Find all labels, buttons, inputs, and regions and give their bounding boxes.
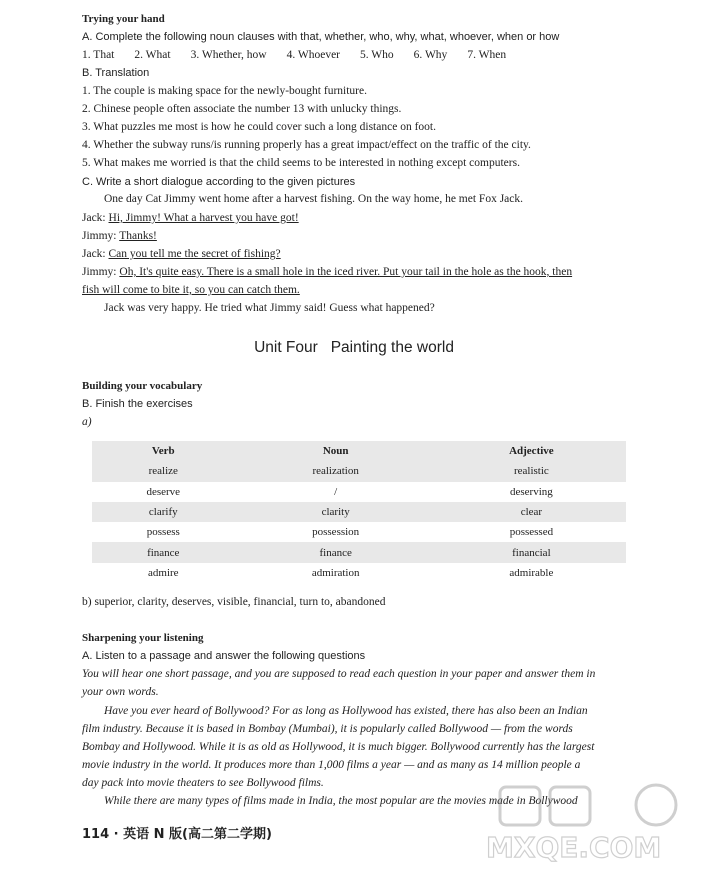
table-row: [92, 542, 626, 562]
answer-3: 3. Whether, how: [190, 49, 267, 61]
column-header-verb: Verb: [151, 445, 175, 458]
table-row: [92, 461, 626, 481]
column-header-adjective: Adjective: [509, 445, 554, 458]
translation-1: 1. The couple is making space for the newly-bought furniture.: [82, 85, 367, 97]
answer-4: 4. Whoever: [286, 49, 340, 61]
translation-2: 2. Chinese people often associate the number 13 with unlucky things.: [82, 103, 402, 115]
passage-line-2: film industry. Because it is based in Bombay (Mumbai), it is popularly called Bollywood — from the words: [82, 723, 573, 735]
answer-5: 5. Who: [360, 49, 394, 61]
exercise-b-vocab-title: B. Finish the exercises: [82, 398, 193, 410]
watermark-graphic: [486, 783, 696, 863]
dialogue-intro: One day Cat Jimmy went home after a harvest fishing. On the way home, he met Fox Jack.: [104, 193, 524, 205]
speaker: Jimmy:: [82, 230, 117, 242]
table-cell: finance: [319, 546, 352, 559]
table-row: [92, 522, 626, 542]
table-cell: clarity: [321, 506, 350, 519]
dialogue-line-4-cont: [82, 283, 300, 297]
unit-title: Unit Four Painting the world: [254, 339, 454, 356]
section-heading-trying: Trying your hand: [82, 13, 165, 25]
answer-7: 7. When: [467, 49, 507, 61]
translation-5: 5. What makes me worried is that the child seems to be interested in nothing except computers.: [82, 157, 520, 169]
dialogue-text: Hi, Jimmy! What a harvest you have got!: [108, 212, 299, 224]
part-a-label: a): [82, 416, 92, 428]
table-cell: financial: [512, 546, 551, 559]
dialogue-line-4: [82, 265, 572, 279]
passage-line-4: movie industry in the world. It produces more than 1,000 films a year — and as many as 14 million people a: [82, 759, 581, 771]
instruction-line-1: You will hear one short passage, and you are supposed to read each question in your paper and answer them in: [82, 668, 596, 680]
column-header-noun: Noun: [322, 445, 349, 458]
translation-4: 4. Whether the subway runs/is running properly has a great impact/effect on the traffic of the city.: [82, 139, 531, 151]
table-row: [92, 502, 626, 522]
listening-a-title: A. Listen to a passage and answer the following questions: [82, 650, 366, 662]
table-cell: deserve: [146, 485, 181, 498]
table-cell: realize: [148, 465, 178, 478]
part-b-answers: b) superior, clarity, deserves, visible, financial, turn to, abandoned: [82, 596, 386, 608]
table-cell: admiration: [311, 566, 360, 579]
section-heading-vocabulary: Building your vocabulary: [82, 380, 203, 392]
answer-2: 2. What: [134, 49, 171, 61]
dialogue-line-3: [82, 247, 281, 261]
table-cell: possessed: [509, 526, 554, 539]
table-cell: clear: [520, 506, 543, 519]
table-header-row: [92, 441, 626, 461]
table-row: [92, 563, 626, 583]
watermark-logo: [486, 783, 696, 863]
instruction-line-2: your own words.: [82, 686, 159, 698]
dialogue-line-2: [82, 229, 157, 243]
section-heading-listening: Sharpening your listening: [82, 632, 204, 644]
table-cell: admire: [148, 566, 179, 579]
speaker: Jimmy:: [82, 266, 117, 278]
dialogue-ending: Jack was very happy. He tried what Jimmy said! Guess what happened?: [104, 302, 435, 314]
table-row: [92, 482, 626, 502]
dialogue-text: Thanks!: [119, 230, 157, 242]
exercise-c-title: C. Write a short dialogue according to the given pictures: [82, 176, 356, 188]
answer-1: 1. That: [82, 49, 115, 61]
speaker: Jack:: [82, 212, 106, 224]
answers-row: [82, 48, 526, 62]
table-cell: /: [334, 485, 338, 498]
exercise-b-title: B. Translation: [82, 67, 150, 79]
watermark-text: MXQE.COM: [486, 831, 662, 863]
table-cell: clarify: [148, 506, 178, 519]
table-cell: finance: [147, 546, 180, 559]
speaker: Jack:: [82, 248, 106, 260]
table-cell: possess: [146, 526, 180, 539]
passage-line-3: Bombay and Hollywood. While it is as old as Hollywood, it is much bigger. Bollywood currently has the largest: [82, 741, 595, 753]
dialogue-text: Oh, It's quite easy. There is a small hole in the iced river. Put your tail in the hole as the hook, then: [119, 266, 573, 278]
passage-line-6: While there are many types of films made in India, the most popular are the movies made in Bollywood: [104, 795, 578, 807]
dialogue-line-1: [82, 211, 299, 225]
table-cell: deserving: [510, 485, 553, 498]
passage-line-5: day pack into movie theaters to see Bollywood films.: [82, 777, 324, 789]
translation-3: 3. What puzzles me most is how he could cover such a long distance on foot.: [82, 121, 436, 133]
exercise-a-title: A. Complete the following noun clauses with that, whether, who, why, what, whoever, when or how: [82, 31, 560, 43]
page-footer: 114 · 英语 N 版(高二第二学期): [82, 827, 272, 842]
table-cell: admirable: [509, 566, 554, 579]
answer-6: 6. Why: [413, 49, 448, 61]
dialogue-text: fish will come to bite it, so you can catch them.: [82, 284, 300, 296]
dialogue-text: Can you tell me the secret of fishing?: [108, 248, 281, 260]
table-cell: possession: [312, 526, 360, 539]
table-cell: realization: [312, 465, 359, 478]
word-forms-table: [92, 441, 626, 583]
passage-line-1: Have you ever heard of Bollywood? For as long as Hollywood has existed, there has also been an Indian: [104, 705, 588, 717]
table-cell: realistic: [513, 465, 549, 478]
